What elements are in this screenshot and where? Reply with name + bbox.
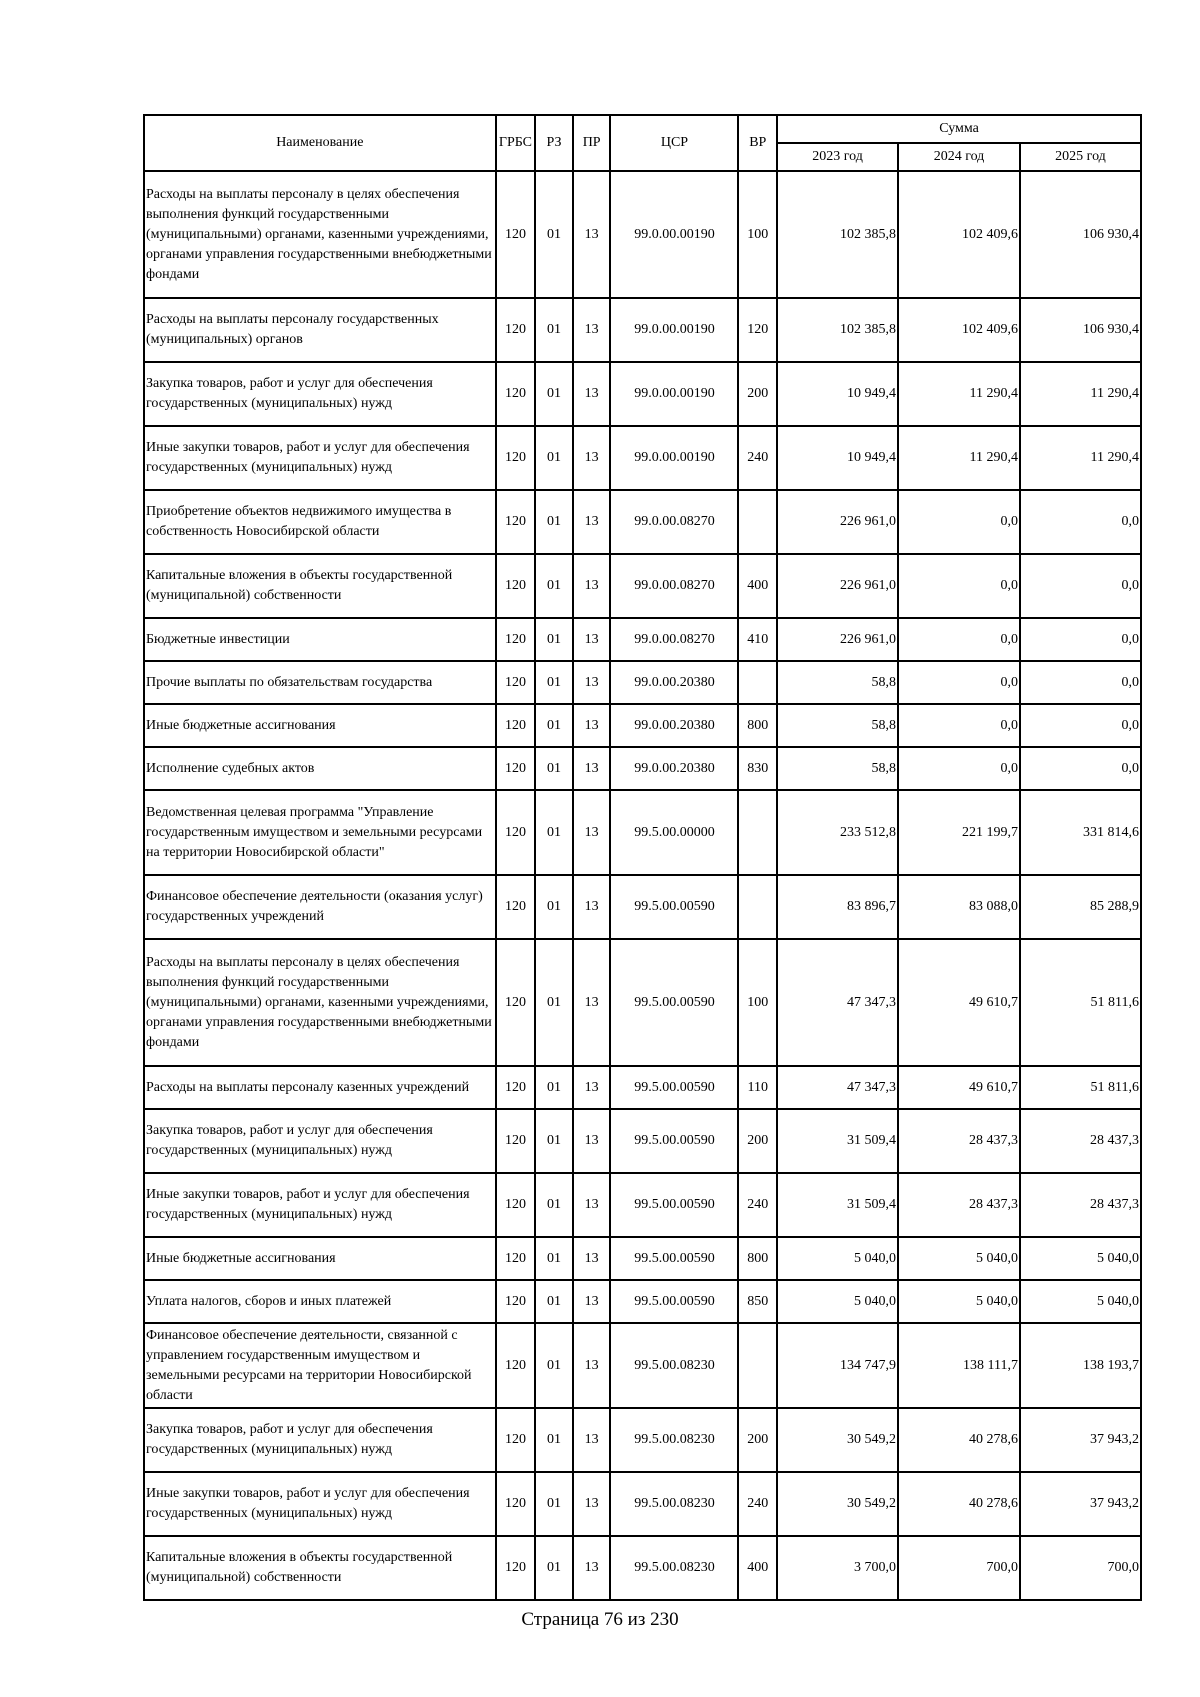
- row-csr-cell: 99.5.00.08230: [610, 1323, 738, 1408]
- row-vr-cell: 100: [738, 939, 777, 1066]
- row-sum-2024-cell: 138 111,7: [898, 1323, 1020, 1408]
- row-sum-2025-cell: 5 040,0: [1020, 1237, 1141, 1280]
- row-csr-cell: 99.5.00.00000: [610, 790, 738, 875]
- row-pr-cell: 13: [573, 661, 611, 704]
- row-pr-cell: 13: [573, 704, 611, 747]
- row-sum-2024-cell: 700,0: [898, 1536, 1020, 1600]
- row-csr-cell: 99.5.00.08230: [610, 1536, 738, 1600]
- row-sum-2024-cell: 5 040,0: [898, 1237, 1020, 1280]
- row-sum-2025-cell: 0,0: [1020, 661, 1141, 704]
- row-vr-cell: 100: [738, 171, 777, 298]
- row-sum-2023-cell: 226 961,0: [777, 490, 898, 554]
- row-grbs-cell: 120: [496, 1173, 536, 1237]
- table-row: [144, 939, 1141, 1066]
- header-year-2023: 2023 год: [777, 143, 898, 171]
- row-sum-2023-cell: 102 385,8: [777, 171, 898, 298]
- row-vr-cell: 200: [738, 1109, 777, 1173]
- row-grbs-cell: 120: [496, 1109, 536, 1173]
- table-row: [144, 1472, 1141, 1536]
- row-pr-cell: 13: [573, 1408, 611, 1472]
- row-sum-2025-cell: 37 943,2: [1020, 1408, 1141, 1472]
- row-csr-cell: 99.5.00.00590: [610, 1066, 738, 1109]
- row-name-cell: Расходы на выплаты персоналу казенных учреждений: [144, 1066, 496, 1109]
- row-sum-2023-cell: 31 509,4: [777, 1173, 898, 1237]
- row-csr-cell: 99.5.00.00590: [610, 1237, 738, 1280]
- row-csr-cell: 99.5.00.00590: [610, 1173, 738, 1237]
- row-rz-cell: 01: [535, 1408, 573, 1472]
- row-rz-cell: 01: [535, 1066, 573, 1109]
- row-csr-cell: 99.0.00.00190: [610, 362, 738, 426]
- row-sum-2025-cell: 5 040,0: [1020, 1280, 1141, 1323]
- row-grbs-cell: 120: [496, 1536, 536, 1600]
- row-vr-cell: 240: [738, 426, 777, 490]
- row-sum-2024-cell: 0,0: [898, 704, 1020, 747]
- row-rz-cell: 01: [535, 171, 573, 298]
- row-sum-2025-cell: 11 290,4: [1020, 426, 1141, 490]
- row-sum-2023-cell: 47 347,3: [777, 939, 898, 1066]
- row-sum-2025-cell: 51 811,6: [1020, 1066, 1141, 1109]
- row-rz-cell: 01: [535, 1237, 573, 1280]
- row-name-cell: Расходы на выплаты персоналу в целях обеспечения выполнения функций государственными (муниципальными) органами, казенными учреждениями, органами управления государственными внебюджетными фондами: [144, 939, 496, 1066]
- row-sum-2025-cell: 106 930,4: [1020, 298, 1141, 362]
- row-rz-cell: 01: [535, 554, 573, 618]
- row-sum-2024-cell: 0,0: [898, 618, 1020, 661]
- row-rz-cell: 01: [535, 790, 573, 875]
- row-sum-2025-cell: 0,0: [1020, 490, 1141, 554]
- row-grbs-cell: 120: [496, 1323, 536, 1408]
- table-body: [144, 171, 1141, 1600]
- row-pr-cell: 13: [573, 790, 611, 875]
- row-sum-2025-cell: 700,0: [1020, 1536, 1141, 1600]
- row-csr-cell: 99.0.00.20380: [610, 704, 738, 747]
- row-sum-2025-cell: 0,0: [1020, 704, 1141, 747]
- row-sum-2023-cell: 31 509,4: [777, 1109, 898, 1173]
- row-grbs-cell: 120: [496, 1066, 536, 1109]
- row-name-cell: Иные бюджетные ассигнования: [144, 704, 496, 747]
- row-grbs-cell: 120: [496, 490, 536, 554]
- row-rz-cell: 01: [535, 490, 573, 554]
- row-grbs-cell: 120: [496, 1280, 536, 1323]
- row-csr-cell: 99.5.00.08230: [610, 1408, 738, 1472]
- row-vr-cell: 200: [738, 1408, 777, 1472]
- row-sum-2025-cell: 85 288,9: [1020, 875, 1141, 939]
- row-grbs-cell: 120: [496, 298, 536, 362]
- row-sum-2023-cell: 10 949,4: [777, 426, 898, 490]
- row-sum-2023-cell: 3 700,0: [777, 1536, 898, 1600]
- table-row: [144, 875, 1141, 939]
- row-sum-2025-cell: 0,0: [1020, 618, 1141, 661]
- row-pr-cell: 13: [573, 618, 611, 661]
- row-pr-cell: 13: [573, 1536, 611, 1600]
- row-grbs-cell: 120: [496, 1408, 536, 1472]
- table-row: [144, 362, 1141, 426]
- row-name-cell: Иные закупки товаров, работ и услуг для обеспечения государственных (муниципальных) нужд: [144, 426, 496, 490]
- header-pr: ПР: [573, 115, 611, 171]
- row-rz-cell: 01: [535, 1323, 573, 1408]
- row-sum-2024-cell: 102 409,6: [898, 171, 1020, 298]
- row-name-cell: Капитальные вложения в объекты государственной (муниципальной) собственности: [144, 554, 496, 618]
- row-csr-cell: 99.5.00.08230: [610, 1472, 738, 1536]
- table-row: [144, 1536, 1141, 1600]
- row-sum-2023-cell: 47 347,3: [777, 1066, 898, 1109]
- header-grbs: ГРБС: [496, 115, 536, 171]
- row-name-cell: Иные закупки товаров, работ и услуг для обеспечения государственных (муниципальных) нужд: [144, 1472, 496, 1536]
- row-name-cell: Расходы на выплаты персоналу государственных (муниципальных) органов: [144, 298, 496, 362]
- row-sum-2023-cell: 30 549,2: [777, 1408, 898, 1472]
- row-sum-2024-cell: 0,0: [898, 661, 1020, 704]
- row-sum-2025-cell: 37 943,2: [1020, 1472, 1141, 1536]
- row-rz-cell: 01: [535, 875, 573, 939]
- row-grbs-cell: 120: [496, 704, 536, 747]
- row-csr-cell: 99.0.00.20380: [610, 661, 738, 704]
- header-year-2025: 2025 год: [1020, 143, 1141, 171]
- row-vr-cell: [738, 1323, 777, 1408]
- row-grbs-cell: 120: [496, 426, 536, 490]
- row-sum-2024-cell: 11 290,4: [898, 426, 1020, 490]
- row-name-cell: Прочие выплаты по обязательствам государства: [144, 661, 496, 704]
- row-name-cell: Финансовое обеспечение деятельности, связанной с управлением государственным имуществом и земельными ресурсами на территории Новосибирской области: [144, 1323, 496, 1408]
- row-name-cell: Приобретение объектов недвижимого имущества в собственность Новосибирской области: [144, 490, 496, 554]
- row-sum-2024-cell: 28 437,3: [898, 1109, 1020, 1173]
- budget-table: [143, 114, 1142, 1601]
- table-row: [144, 1109, 1141, 1173]
- table-row: [144, 1280, 1141, 1323]
- row-vr-cell: [738, 661, 777, 704]
- row-name-cell: Иные бюджетные ассигнования: [144, 1237, 496, 1280]
- row-sum-2025-cell: 331 814,6: [1020, 790, 1141, 875]
- row-name-cell: Уплата налогов, сборов и иных платежей: [144, 1280, 496, 1323]
- row-rz-cell: 01: [535, 1173, 573, 1237]
- row-sum-2023-cell: 83 896,7: [777, 875, 898, 939]
- row-grbs-cell: 120: [496, 618, 536, 661]
- row-pr-cell: 13: [573, 554, 611, 618]
- table-row: [144, 554, 1141, 618]
- row-pr-cell: 13: [573, 1237, 611, 1280]
- row-pr-cell: 13: [573, 939, 611, 1066]
- row-vr-cell: [738, 490, 777, 554]
- row-sum-2024-cell: 11 290,4: [898, 362, 1020, 426]
- page-number: Страница 76 из 230: [521, 1609, 679, 1630]
- row-pr-cell: 13: [573, 1109, 611, 1173]
- row-pr-cell: 13: [573, 362, 611, 426]
- header-name: Наименование: [144, 115, 496, 171]
- table-row: [144, 1408, 1141, 1472]
- row-vr-cell: 830: [738, 747, 777, 790]
- row-sum-2024-cell: 0,0: [898, 747, 1020, 790]
- row-rz-cell: 01: [535, 704, 573, 747]
- row-vr-cell: [738, 790, 777, 875]
- row-sum-2023-cell: 233 512,8: [777, 790, 898, 875]
- row-rz-cell: 01: [535, 426, 573, 490]
- row-vr-cell: [738, 875, 777, 939]
- row-rz-cell: 01: [535, 1472, 573, 1536]
- table-row: [144, 790, 1141, 875]
- header-csr: ЦСР: [610, 115, 738, 171]
- table-header: [144, 115, 1141, 171]
- row-rz-cell: 01: [535, 1536, 573, 1600]
- row-csr-cell: 99.0.00.00190: [610, 298, 738, 362]
- header-rz: РЗ: [535, 115, 573, 171]
- row-name-cell: Закупка товаров, работ и услуг для обеспечения государственных (муниципальных) нужд: [144, 362, 496, 426]
- row-vr-cell: 400: [738, 1536, 777, 1600]
- row-sum-2023-cell: 10 949,4: [777, 362, 898, 426]
- row-name-cell: Бюджетные инвестиции: [144, 618, 496, 661]
- row-sum-2025-cell: 106 930,4: [1020, 171, 1141, 298]
- row-csr-cell: 99.5.00.00590: [610, 875, 738, 939]
- row-sum-2023-cell: 58,8: [777, 747, 898, 790]
- table-row: [144, 1237, 1141, 1280]
- row-name-cell: Закупка товаров, работ и услуг для обеспечения государственных (муниципальных) нужд: [144, 1109, 496, 1173]
- row-rz-cell: 01: [535, 747, 573, 790]
- row-name-cell: Финансовое обеспечение деятельности (оказания услуг) государственных учреждений: [144, 875, 496, 939]
- row-vr-cell: 400: [738, 554, 777, 618]
- row-pr-cell: 13: [573, 1472, 611, 1536]
- row-vr-cell: 120: [738, 298, 777, 362]
- table-row: [144, 426, 1141, 490]
- table-row: [144, 298, 1141, 362]
- row-sum-2025-cell: 0,0: [1020, 747, 1141, 790]
- row-sum-2025-cell: 11 290,4: [1020, 362, 1141, 426]
- row-vr-cell: 410: [738, 618, 777, 661]
- row-csr-cell: 99.0.00.00190: [610, 171, 738, 298]
- row-sum-2024-cell: 0,0: [898, 554, 1020, 618]
- header-year-2024: 2024 год: [898, 143, 1020, 171]
- row-vr-cell: 240: [738, 1472, 777, 1536]
- row-pr-cell: 13: [573, 490, 611, 554]
- row-grbs-cell: 120: [496, 790, 536, 875]
- row-pr-cell: 13: [573, 1323, 611, 1408]
- row-sum-2023-cell: 226 961,0: [777, 618, 898, 661]
- row-sum-2025-cell: 28 437,3: [1020, 1173, 1141, 1237]
- row-pr-cell: 13: [573, 1280, 611, 1323]
- row-sum-2023-cell: 102 385,8: [777, 298, 898, 362]
- row-grbs-cell: 120: [496, 1237, 536, 1280]
- row-vr-cell: 240: [738, 1173, 777, 1237]
- row-rz-cell: 01: [535, 618, 573, 661]
- row-sum-2023-cell: 134 747,9: [777, 1323, 898, 1408]
- row-csr-cell: 99.0.00.08270: [610, 618, 738, 661]
- row-rz-cell: 01: [535, 1109, 573, 1173]
- row-vr-cell: 110: [738, 1066, 777, 1109]
- row-vr-cell: 800: [738, 1237, 777, 1280]
- row-sum-2025-cell: 138 193,7: [1020, 1323, 1141, 1408]
- row-sum-2024-cell: 0,0: [898, 490, 1020, 554]
- row-csr-cell: 99.0.00.08270: [610, 554, 738, 618]
- table-row: [144, 490, 1141, 554]
- row-sum-2024-cell: 28 437,3: [898, 1173, 1020, 1237]
- header-sum: Сумма: [777, 115, 1141, 143]
- row-sum-2024-cell: 83 088,0: [898, 875, 1020, 939]
- row-vr-cell: 850: [738, 1280, 777, 1323]
- row-csr-cell: 99.5.00.00590: [610, 1109, 738, 1173]
- table-row: [144, 1173, 1141, 1237]
- row-name-cell: Расходы на выплаты персоналу в целях обеспечения выполнения функций государственными (муниципальными) органами, казенными учреждениями, органами управления государственными внебюджетными фондами: [144, 171, 496, 298]
- row-pr-cell: 13: [573, 1066, 611, 1109]
- table-row: [144, 661, 1141, 704]
- row-pr-cell: 13: [573, 1173, 611, 1237]
- row-sum-2023-cell: 58,8: [777, 704, 898, 747]
- table-row: [144, 171, 1141, 298]
- row-vr-cell: 200: [738, 362, 777, 426]
- header-vr: ВР: [738, 115, 777, 171]
- row-pr-cell: 13: [573, 747, 611, 790]
- row-grbs-cell: 120: [496, 747, 536, 790]
- row-grbs-cell: 120: [496, 554, 536, 618]
- row-csr-cell: 99.0.00.00190: [610, 426, 738, 490]
- row-pr-cell: 13: [573, 426, 611, 490]
- row-sum-2024-cell: 49 610,7: [898, 1066, 1020, 1109]
- row-sum-2023-cell: 58,8: [777, 661, 898, 704]
- row-sum-2025-cell: 28 437,3: [1020, 1109, 1141, 1173]
- table-row: [144, 1323, 1141, 1408]
- row-sum-2025-cell: 51 811,6: [1020, 939, 1141, 1066]
- row-name-cell: Капитальные вложения в объекты государственной (муниципальной) собственности: [144, 1536, 496, 1600]
- row-sum-2023-cell: 5 040,0: [777, 1237, 898, 1280]
- row-sum-2023-cell: 5 040,0: [777, 1280, 898, 1323]
- row-rz-cell: 01: [535, 661, 573, 704]
- table-row: [144, 704, 1141, 747]
- row-csr-cell: 99.0.00.08270: [610, 490, 738, 554]
- row-rz-cell: 01: [535, 1280, 573, 1323]
- table-row: [144, 747, 1141, 790]
- table-row: [144, 618, 1141, 661]
- row-grbs-cell: 120: [496, 171, 536, 298]
- row-pr-cell: 13: [573, 171, 611, 298]
- row-grbs-cell: 120: [496, 1472, 536, 1536]
- row-vr-cell: 800: [738, 704, 777, 747]
- row-grbs-cell: 120: [496, 661, 536, 704]
- row-csr-cell: 99.5.00.00590: [610, 939, 738, 1066]
- row-name-cell: Исполнение судебных актов: [144, 747, 496, 790]
- row-csr-cell: 99.0.00.20380: [610, 747, 738, 790]
- row-name-cell: Ведомственная целевая программа "Управление государственным имуществом и земельными ресурсами на территории Новосибирской области": [144, 790, 496, 875]
- row-sum-2024-cell: 40 278,6: [898, 1408, 1020, 1472]
- row-sum-2024-cell: 5 040,0: [898, 1280, 1020, 1323]
- row-grbs-cell: 120: [496, 362, 536, 426]
- row-rz-cell: 01: [535, 939, 573, 1066]
- row-rz-cell: 01: [535, 298, 573, 362]
- row-sum-2024-cell: 221 199,7: [898, 790, 1020, 875]
- row-sum-2024-cell: 49 610,7: [898, 939, 1020, 1066]
- row-sum-2025-cell: 0,0: [1020, 554, 1141, 618]
- row-csr-cell: 99.5.00.00590: [610, 1280, 738, 1323]
- row-pr-cell: 13: [573, 298, 611, 362]
- row-grbs-cell: 120: [496, 939, 536, 1066]
- row-name-cell: Иные закупки товаров, работ и услуг для обеспечения государственных (муниципальных) нужд: [144, 1173, 496, 1237]
- row-pr-cell: 13: [573, 875, 611, 939]
- row-sum-2024-cell: 102 409,6: [898, 298, 1020, 362]
- row-sum-2023-cell: 30 549,2: [777, 1472, 898, 1536]
- row-sum-2024-cell: 40 278,6: [898, 1472, 1020, 1536]
- row-sum-2023-cell: 226 961,0: [777, 554, 898, 618]
- row-name-cell: Закупка товаров, работ и услуг для обеспечения государственных (муниципальных) нужд: [144, 1408, 496, 1472]
- row-rz-cell: 01: [535, 362, 573, 426]
- table-row: [144, 1066, 1141, 1109]
- row-grbs-cell: 120: [496, 875, 536, 939]
